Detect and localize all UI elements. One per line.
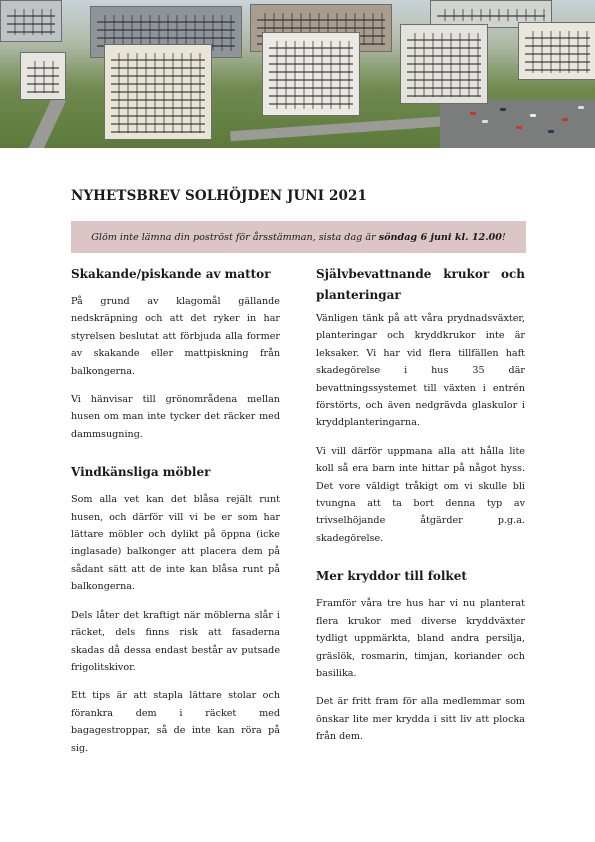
- right-column: [316, 264, 525, 757]
- header-photo-apartment-buildings: [0, 0, 595, 148]
- notice-banner: [71, 221, 526, 253]
- left-column: [71, 264, 280, 768]
- notice-deadline: söndag 6 juni kl. 12.00: [378, 231, 502, 243]
- section-heading-krukor: Självbevattnande krukor och planteringar: [316, 267, 525, 302]
- paragraph: Dels låter det kraftigt när möblerna slår i räcket, dels finns risk att fasaderna skadas då dessa endast består av putsade frigolitskivor.: [71, 609, 280, 673]
- notice-text: Glöm inte lämna din poströst för årsstämman, sista dag är söndag 6 juni kl. 12.00!: [91, 231, 506, 243]
- paragraph: Vänligen tänk på att våra prydnadsväxter, planteringar och kryddkrukor inte är leksaker. Vi har vid flera tillfällen haft skadegörelse i hus 35 där bevattningssystemet till växten i entrén förstörts, och även nedgrävda glaskulor i kryddplanteringarna.: [316, 313, 525, 429]
- paragraph: Framför våra tre hus har vi nu planterat flera krukor med diverse kryddväxter tydligt uppmärkta, bland andra persilja, gräslök, rosmarin, timjan, koriander och basilika.: [316, 598, 525, 679]
- paragraph: På grund av klagomål gällande nedskräpning och att det ryker in har styrelsen beslutat att förbjuda alla former av skakande eller mattpiskning från balkongerna.: [71, 296, 280, 377]
- paragraph: Vi vill därför uppmana alla att hålla lite koll så era barn inte hittar på något hyss. Det vore väldigt tråkigt om vi skulle bli tvungna att ta bort denna typ av trivselhöjande åtgärder p.g.a. skadegörelse.: [316, 445, 525, 544]
- section-heading-kryddor: Mer kryddor till folket: [316, 569, 467, 584]
- section-heading-mattor: Skakande/piskande av mattor: [71, 267, 271, 281]
- paragraph: Som alla vet kan det blåsa rejält runt husen, och därför vill vi be er som har lättare möbler och dylikt på öppna (icke inglasade) balkonger att placera dem på sådant sätt att de inte kan blåsa runt på balkongerna.: [71, 494, 280, 593]
- section-heading-mobler: Vindkänsliga möbler: [71, 465, 211, 480]
- paragraph: Vi hänvisar till grönområdena mellan husen om man inte tycker det räcker med dammsugning.: [71, 394, 280, 440]
- newsletter-title: NYHETSBREV SOLHÖJDEN JUNI 2021: [71, 188, 367, 204]
- paragraph: Det är fritt fram för alla medlemmar som önskar lite mer krydda i sitt liv att plocka från dem.: [316, 696, 525, 743]
- paragraph: Ett tips är att stapla lättare stolar och förankra dem i räcket med bagagestroppar, så de inte kan röra på sig.: [71, 690, 280, 754]
